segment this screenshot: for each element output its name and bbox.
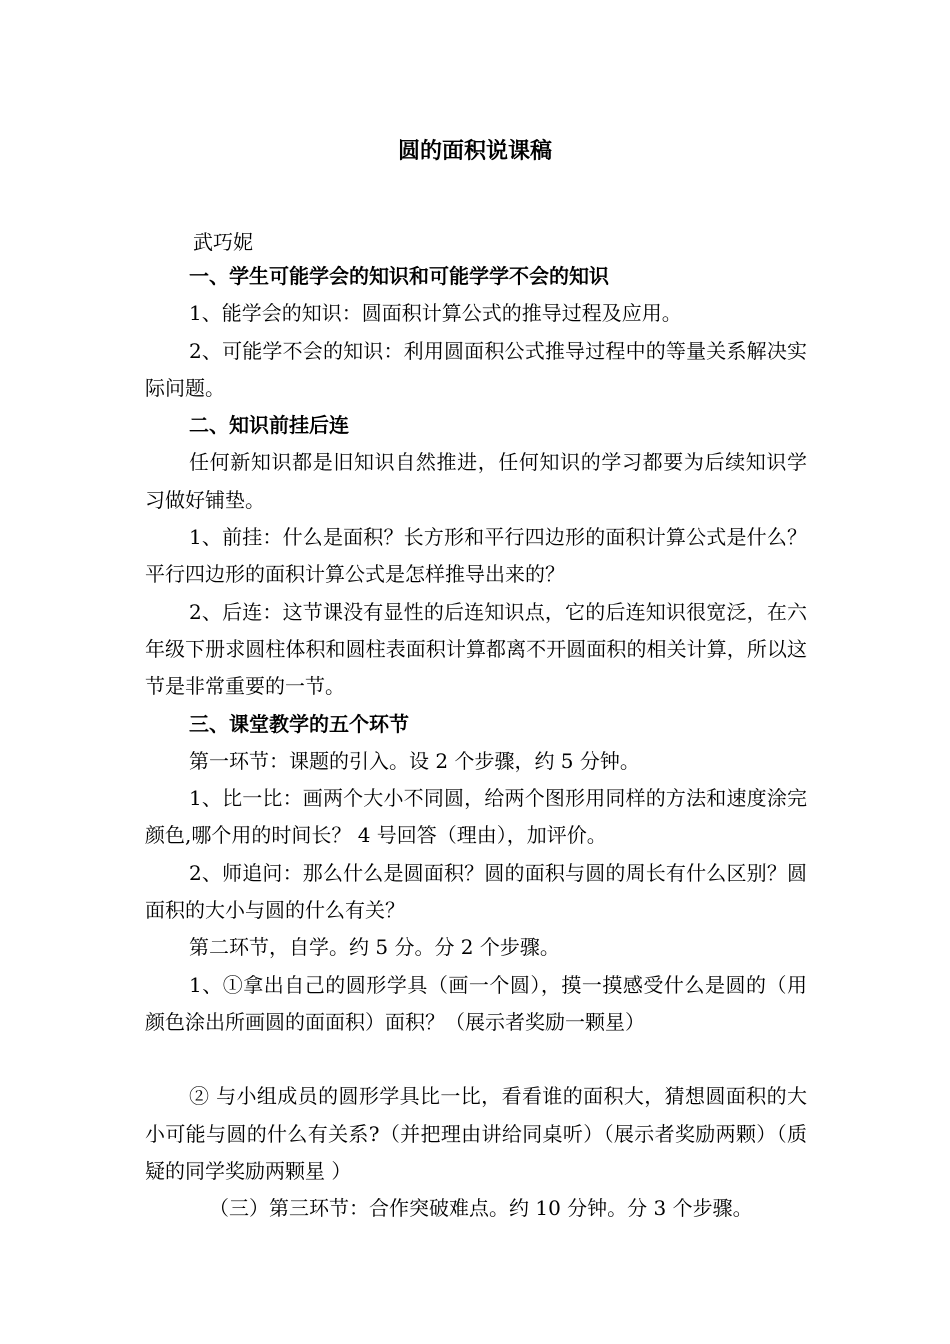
section-heading: 二、知识前挂后连 <box>189 413 349 438</box>
paragraph: 1、比一比：画两个大小不同圆，给两个图形用同样的方法和速度涂完颜色,哪个用的时间长？ 4 号回答（理由），加评价。 <box>145 786 807 848</box>
section-heading: 一、学生可能学会的知识和可能学学不会的知识 <box>189 264 609 288</box>
paragraph: 第一环节：课题的引入。设 2 个步骤，约 5 分钟。 <box>189 748 640 773</box>
blank-line <box>145 1041 807 1078</box>
paragraph: 1、①拿出自己的圆形学具（画一个圆），摸一摸感受什么是圆的（用颜色涂出所画圆的面面积）面积？（展示者奖励一颗星） <box>145 972 807 1034</box>
section-heading: 三、课堂教学的五个环节 <box>189 711 409 736</box>
paragraph: 任何新知识都是旧知识自然推进，任何知识的学习都要为后续知识学习做好铺垫。 <box>145 450 807 512</box>
paragraph: （三）第三环节：合作突破难点。约 10 分钟。分 3 个步骤。 <box>209 1196 753 1221</box>
paragraph: 1、能学会的知识：圆面积计算公式的推导过程及应用。 <box>189 301 682 326</box>
paragraph: 2、后连：这节课没有显性的后连知识点，它的后连知识很宽泛，在六年级下册求圆柱体积和圆柱表面积计算都离不开圆面积的相关计算，所以这节是非常重要的一节。 <box>145 599 807 699</box>
author-name: 武巧妮 <box>193 230 253 254</box>
document-body <box>145 258 807 1227</box>
paragraph: ② 与小组成员的圆形学具比一比，看看谁的面积大，猜想圆面积的大小可能与圆的什么有关系?（并把理由讲给同桌听）（展示者奖励两颗）（质疑的同学奖励两颗星 ） <box>145 1084 807 1183</box>
paragraph: 1、前挂：什么是面积？长方形和平行四边形的面积计算公式是什么？平行四边形的面积计算公式是怎样推导出来的？ <box>145 525 807 587</box>
paragraph: 2、师追问：那么什么是圆面积？圆的面积与圆的周长有什么区别？圆面积的大小与圆的什么有关？ <box>145 860 807 923</box>
paragraph: 第二环节，自学。约 5 分。分 2 个步骤。 <box>189 935 560 960</box>
document-title: 圆的面积说课稿 <box>397 139 552 164</box>
paragraph: 2、可能学不会的知识：利用圆面积公式推导过程中的等量关系解决实际问题。 <box>145 338 807 400</box>
